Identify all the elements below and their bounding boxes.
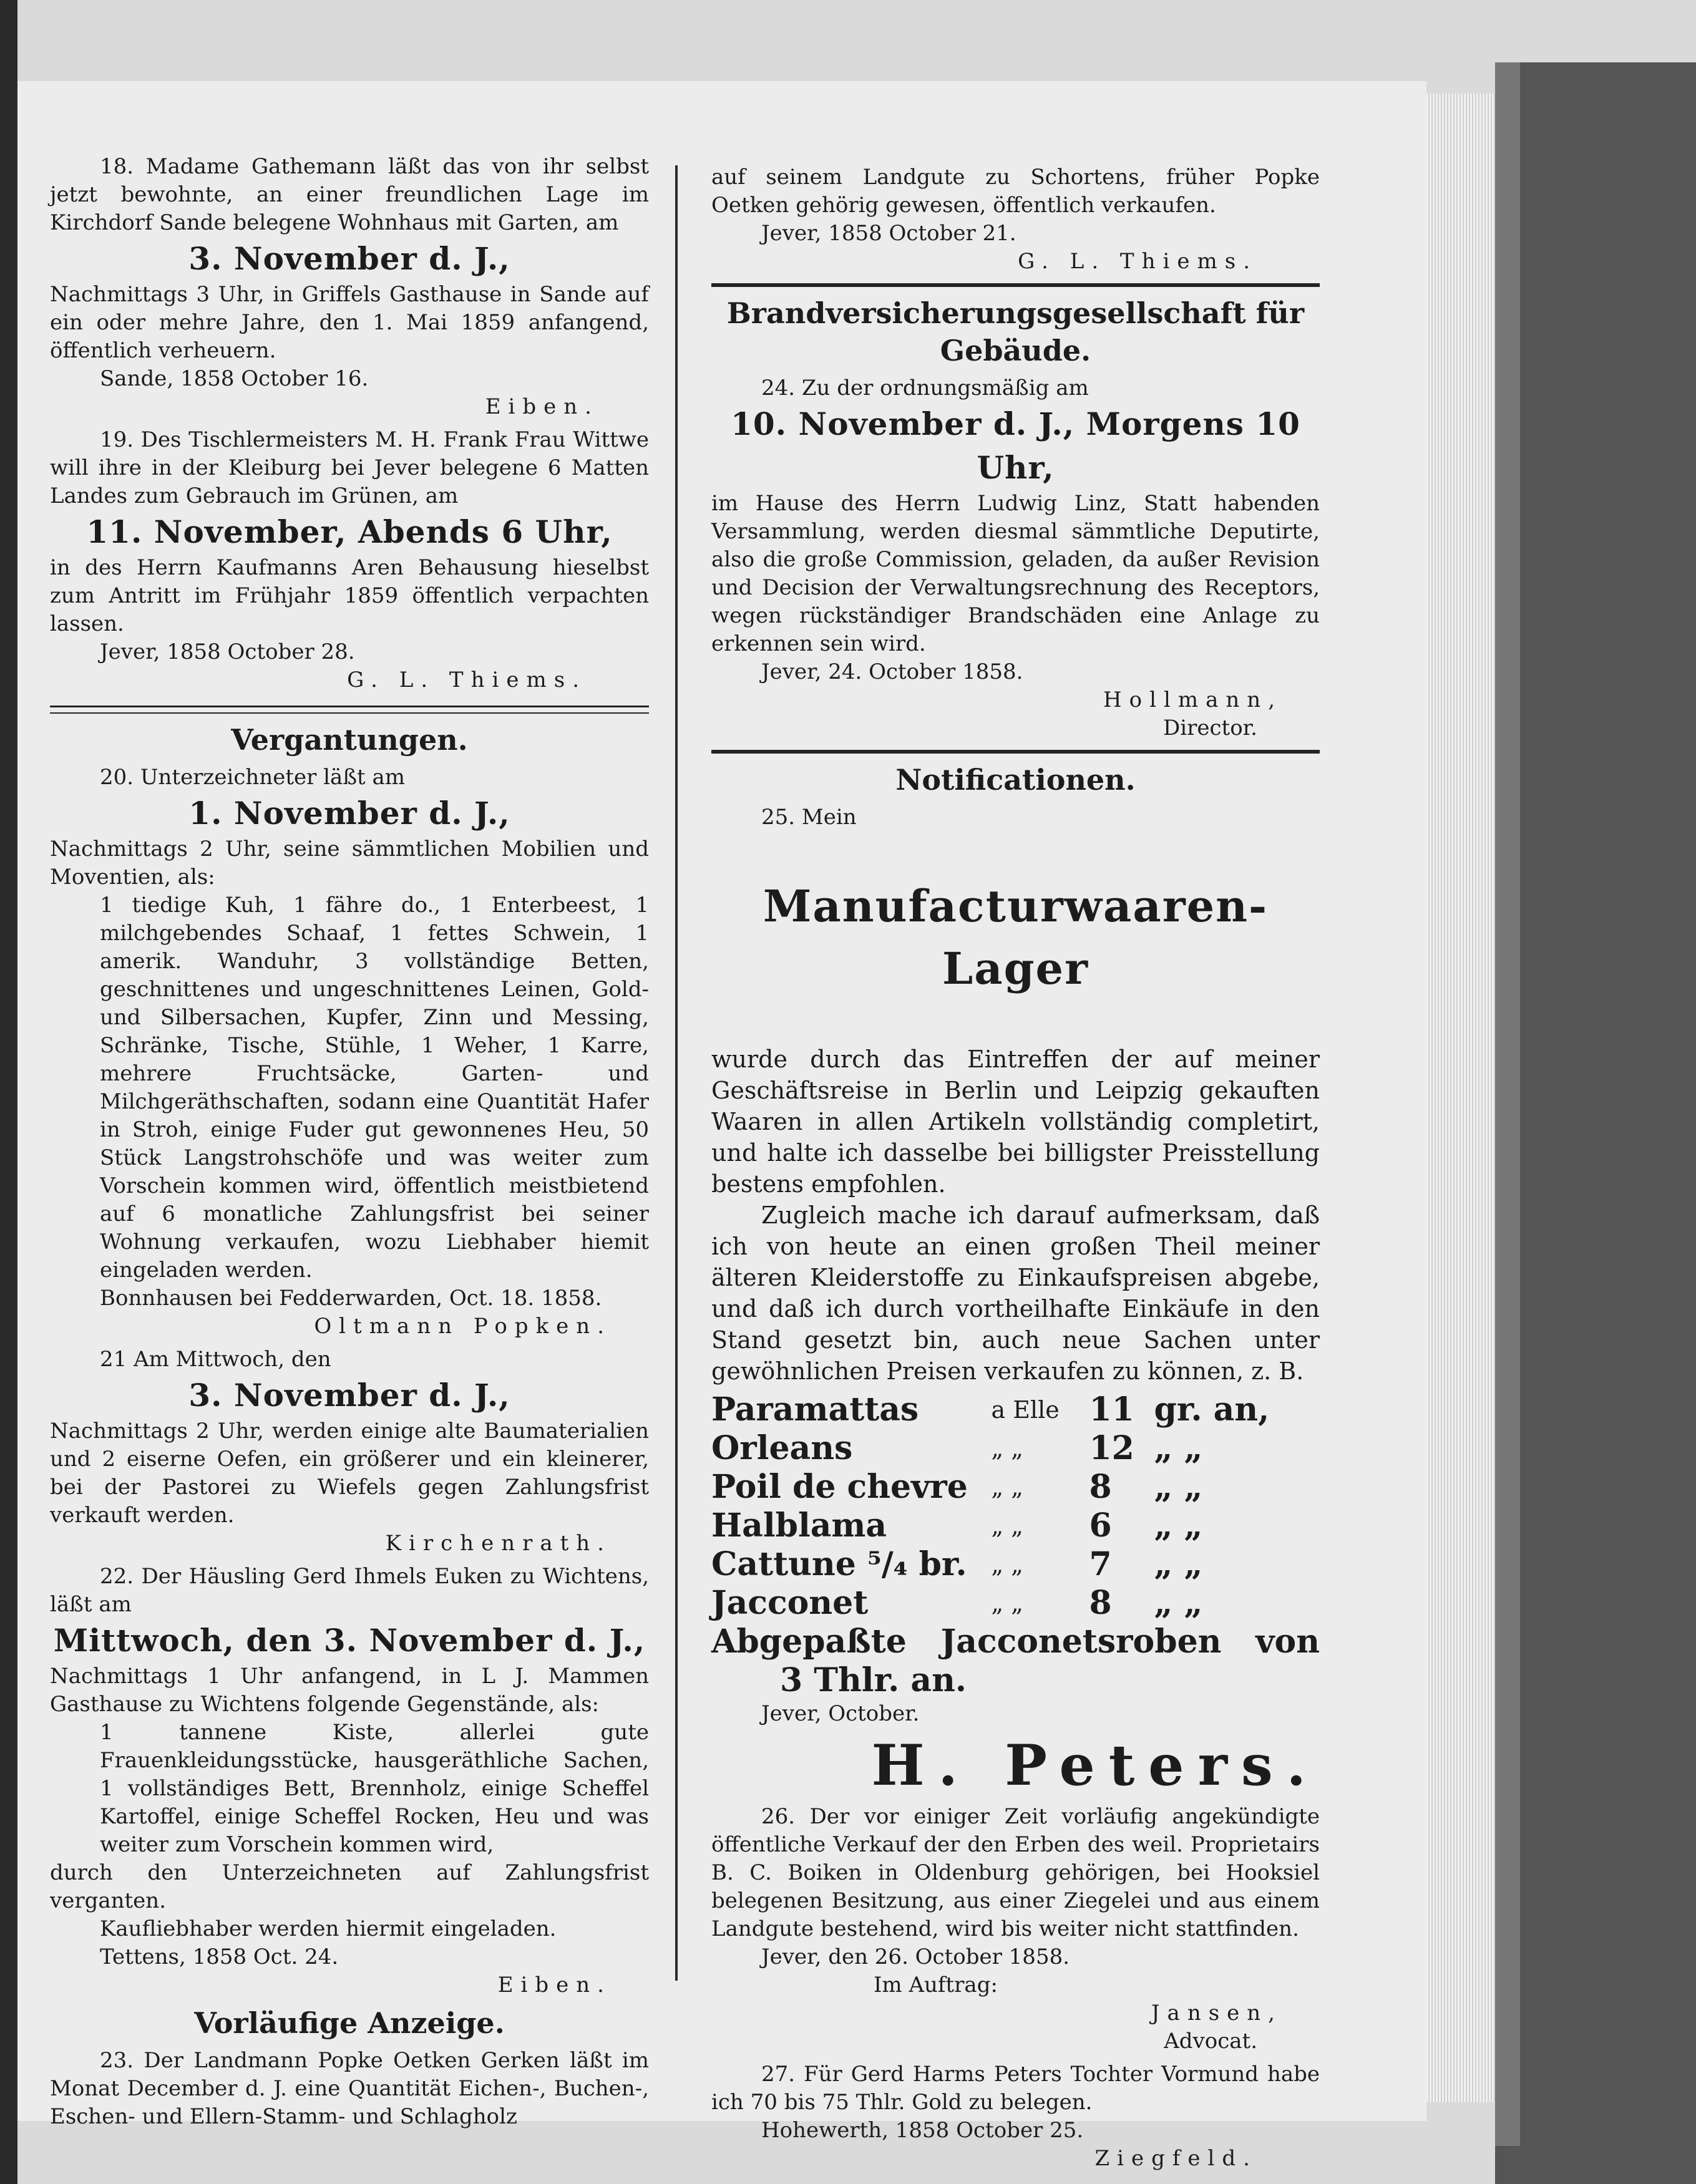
price-unit: „ „: [991, 1589, 1023, 1617]
page-edges: [1426, 94, 1495, 2102]
price-unit: a Elle: [991, 1396, 1060, 1424]
heading-notificationen: Notificationen.: [895, 763, 1136, 797]
notice-22-items: 1 tannene Kiste, allerlei gute Frauenkleidungsstücke, hausgeräthliche Sachen, 1 vollständiges Bett, Brennholz, einige Scheffel Kartoffel, einige Scheffel Rocken, Heu und was weiter zum Vorschein kommen wird,: [100, 1720, 649, 1857]
notice-25-signature: H. Peters.: [871, 1732, 1320, 1798]
notice-23-place: Jever, 1858 October 21.: [761, 221, 1016, 246]
left-column: [50, 153, 649, 2131]
price-value: 11: [1089, 1390, 1134, 1429]
right-column: [711, 163, 1320, 2173]
price-unit: „ „: [991, 1512, 1023, 1540]
price-list: [711, 1390, 1320, 1623]
notice-26-signature: Jansen,: [1151, 2001, 1282, 2026]
price-value: 7: [1089, 1545, 1112, 1583]
book-cover-edge: [1495, 62, 1520, 2146]
notice-19-signature: G. L. Thiems.: [347, 667, 587, 692]
notice-21-intro: 21 Am Mittwoch, den: [100, 1347, 331, 1372]
price-row: [711, 1468, 1320, 1507]
book-binding: [0, 0, 17, 2184]
price-row: [711, 1390, 1320, 1429]
notice-19-text: 19. Des Tischlermeisters M. H. Frank Frau Wittwe will ihre in der Kleiburg bei Jever belegene 6 Matten Landes zum Gebrauch im Grünen, am: [50, 427, 649, 508]
price-row: [711, 1545, 1320, 1584]
notice-22-text2: durch den Unterzeichneten auf Zahlungsfrist verganten.: [50, 1860, 649, 1913]
notice-18-signature: Eiben.: [485, 394, 599, 419]
notice-22-place: Tettens, 1858 Oct. 24.: [100, 1944, 339, 1969]
notice-27-text: 27. Für Gerd Harms Peters Tochter Vormund habe ich 70 bis 75 Thlr. Gold zu belegen.: [711, 2062, 1320, 2115]
notice-20-intro: 20. Unterzeichneter läßt am: [100, 765, 406, 790]
price-unit: „ „: [991, 1551, 1023, 1578]
price-item: Poil de chevre: [711, 1468, 968, 1506]
notice-18-place: Sande, 1858 October 16.: [100, 366, 369, 391]
notice-26-auftrag: Im Auftrag:: [874, 1973, 998, 1997]
notice-25-text2: Zugleich mache ich darauf aufmerksam, daß ich von heute an einen großen Theil meiner älteren Kleiderstoffe zu Einkaufspreisen abgebe, und daß ich durch vortheilhafte Einkäufe in den Stand gesetzt bin, auch neue Sachen unter gewöhnlichen Preisen verkaufen zu können, z. B.: [711, 1201, 1320, 1385]
notice-24-intro: 24. Zu der ordnungsmäßig am: [761, 376, 1089, 400]
price-suffix: „ „: [1154, 1429, 1203, 1467]
notice-19-place: Jever, 1858 October 28.: [100, 639, 355, 664]
price-suffix: „ „: [1154, 1507, 1203, 1545]
notice-19-text2: in des Herrn Kaufmanns Aren Behausung hieselbst zum Antritt im Frühjahr 1859 öffentlich verpachten lassen.: [50, 555, 649, 636]
notice-21-text: Nachmittags 2 Uhr, werden einige alte Baumaterialien und 2 eiserne Oefen, ein größerer und ein kleinerer, bei der Pastorei zu Wiefels gegen Zahlungsfrist verkauft werden.: [50, 1419, 649, 1528]
notice-19-date: 11. November, Abends 6 Uhr,: [86, 513, 613, 550]
price-item: Paramattas: [711, 1390, 919, 1429]
notice-24-date: 10. November d. J., Morgens 10 Uhr,: [731, 405, 1300, 486]
price-suffix: „ „: [1154, 1584, 1203, 1622]
notice-18-text: 18. Madame Gathemann läßt das von ihr selbst jetzt bewohnte, an einer freundlichen Lage im Kirchdorf Sande belegene Wohnhaus mit Garten, am: [50, 154, 649, 235]
heading-vorlaeufige-anzeige: Vorläufige Anzeige.: [194, 2006, 505, 2040]
notice-26-signature-title: Advocat.: [1164, 2029, 1257, 2054]
price-item: Orleans: [711, 1429, 853, 1467]
notice-20-date: 1. November d. J.,: [188, 795, 510, 832]
notice-25-place: Jever, October.: [761, 1701, 920, 1726]
notice-25-last-line: Abgepaßte Jacconetsroben von: [711, 1623, 1320, 1661]
notice-24-signature-title: Director.: [1162, 716, 1257, 740]
price-item: Jacconet: [711, 1584, 869, 1622]
notice-20-text: Nachmittags 2 Uhr, seine sämmtlichen Mobilien und Moventien, als:: [50, 837, 649, 890]
price-row: [711, 1507, 1320, 1545]
notice-25-last-line2: 3 Thlr. an.: [780, 1661, 967, 1699]
notice-25-title: Manufacturwaaren-Lager: [763, 880, 1269, 994]
price-row: [711, 1429, 1320, 1468]
price-suffix: „ „: [1154, 1468, 1203, 1506]
notice-23-continued: auf seinem Landgute zu Schortens, früher Popke Oetken gehörig gewesen, öffentlich verkaufen.: [711, 165, 1320, 218]
price-row: [711, 1584, 1320, 1623]
notice-25-intro: 25. Mein: [761, 805, 857, 830]
notice-20-signature: Oltmann Popken.: [314, 1314, 612, 1339]
section-rule: [711, 283, 1320, 287]
notice-22-text3: Kaufliebhaber werden hiermit eingeladen.: [100, 1916, 557, 1941]
price-value: 12: [1089, 1429, 1134, 1467]
price-unit: „ „: [991, 1435, 1023, 1462]
notice-22-intro: 22. Der Häusling Gerd Ihmels Euken zu Wichtens, läßt am: [50, 1564, 649, 1617]
notice-26-place: Jever, den 26. October 1858.: [761, 1944, 1070, 1969]
heading-brandversicherung: Brandversicherungsgesellschaft für Gebäude.: [726, 296, 1305, 367]
notice-24-text: im Hause des Herrn Ludwig Linz, Statt habenden Versammlung, werden diesmal sämmtliche Deputirte, also die große Commission, geladen, da außer Revision und Decision der Verwaltungsrechnung des Receptors, wegen rückständiger Brandschäden eine Anlage zu erkennen sein wird.: [711, 491, 1320, 656]
notice-24-signature: Hollmann,: [1103, 687, 1282, 712]
notice-27-place: Hohewerth, 1858 October 25.: [761, 2118, 1084, 2143]
notice-18-date: 3. November d. J.,: [188, 240, 510, 277]
notice-24-place: Jever, 24. October 1858.: [761, 659, 1023, 684]
notice-22-signature: Eiben.: [497, 1973, 612, 1997]
section-rule: [50, 706, 649, 714]
notice-25-text: wurde durch das Eintreffen der auf meiner Geschäftsreise in Berlin und Leipzig gekauften Waaren in allen Artikeln vollständig completirt, und halte ich dasselbe bei billigster Preisstellung bestens empfohlen.: [711, 1046, 1320, 1198]
heading-vergantungen: Vergantungen.: [231, 723, 468, 757]
notice-23-signature: G. L. Thiems.: [1018, 249, 1257, 274]
column-divider: [675, 165, 678, 1981]
price-item: Cattune ⁵/₄ br.: [711, 1545, 967, 1583]
section-rule: [711, 750, 1320, 754]
notice-18-text2: Nachmittags 3 Uhr, in Griffels Gasthause in Sande auf ein oder mehre Jahre, den 1. Mai 1859 anfangend, öffentlich verheuern.: [50, 282, 649, 363]
notice-21-date: 3. November d. J.,: [188, 1377, 510, 1414]
notice-27-signature: Ziegfeld.: [1094, 2146, 1257, 2171]
price-unit: „ „: [991, 1473, 1023, 1501]
price-value: 8: [1089, 1468, 1112, 1506]
notice-21-signature: Kirchenrath.: [385, 1531, 612, 1556]
price-value: 8: [1089, 1584, 1112, 1622]
notice-20-items: 1 tiedige Kuh, 1 fähre do., 1 Enterbeest, 1 milchgebendes Schaaf, 1 fettes Schwein, 1 amerik. Wanduhr, 3 vollständige Betten, geschnittenes und ungeschnittenes Leinen, Gold- und Silbersachen, Kupfer, Zinn und Messing, Schränke, Tische, Stühle, 1 Weher, 1 Karre, mehrere Fruchtsäcke, Garten- und Milchgeräthschaften, sodann eine Quantität Hafer in Stroh, einige Fuder gut gewonnenes Heu, 50 Stück Langstrohschöfe und was weiter zum Vorschein kommen wird, öffentlich meistbietend auf 6 monatliche Zahlungsfrist bei seiner Wohnung verkaufen, wozu Liebhaber hiemit eingeladen werden.: [100, 893, 649, 1283]
notice-26-text: 26. Der vor einiger Zeit vorläufig angekündigte öffentliche Verkauf der den Erben des weil. Proprietairs B. C. Boiken in Oldenburg gehörigen, bei Hooksiel belegenen Besitzung, aus einer Ziegelei und aus einem Landgute bestehend, wird bis weiter nicht stattfinden.: [711, 1804, 1320, 1941]
price-suffix: „ „: [1154, 1545, 1203, 1583]
price-item: Halblama: [711, 1507, 887, 1545]
notice-23-text: 23. Der Landmann Popke Oetken Gerken läßt im Monat December d. J. eine Quantität Eichen-, Buchen-, Eschen- und Ellern-Stamm- und Schlagholz: [50, 2048, 649, 2129]
price-suffix: gr. an,: [1154, 1390, 1270, 1429]
notice-20-place: Bonnhausen bei Fedderwarden, Oct. 18. 1858.: [100, 1286, 602, 1311]
price-value: 6: [1089, 1507, 1112, 1545]
book-cover: [1495, 62, 1696, 2184]
notice-22-text: Nachmittags 1 Uhr anfangend, in L J. Mammen Gasthause zu Wichtens folgende Gegenstände, als:: [50, 1664, 649, 1717]
notice-22-date: Mittwoch, den 3. November d. J.,: [53, 1622, 646, 1659]
